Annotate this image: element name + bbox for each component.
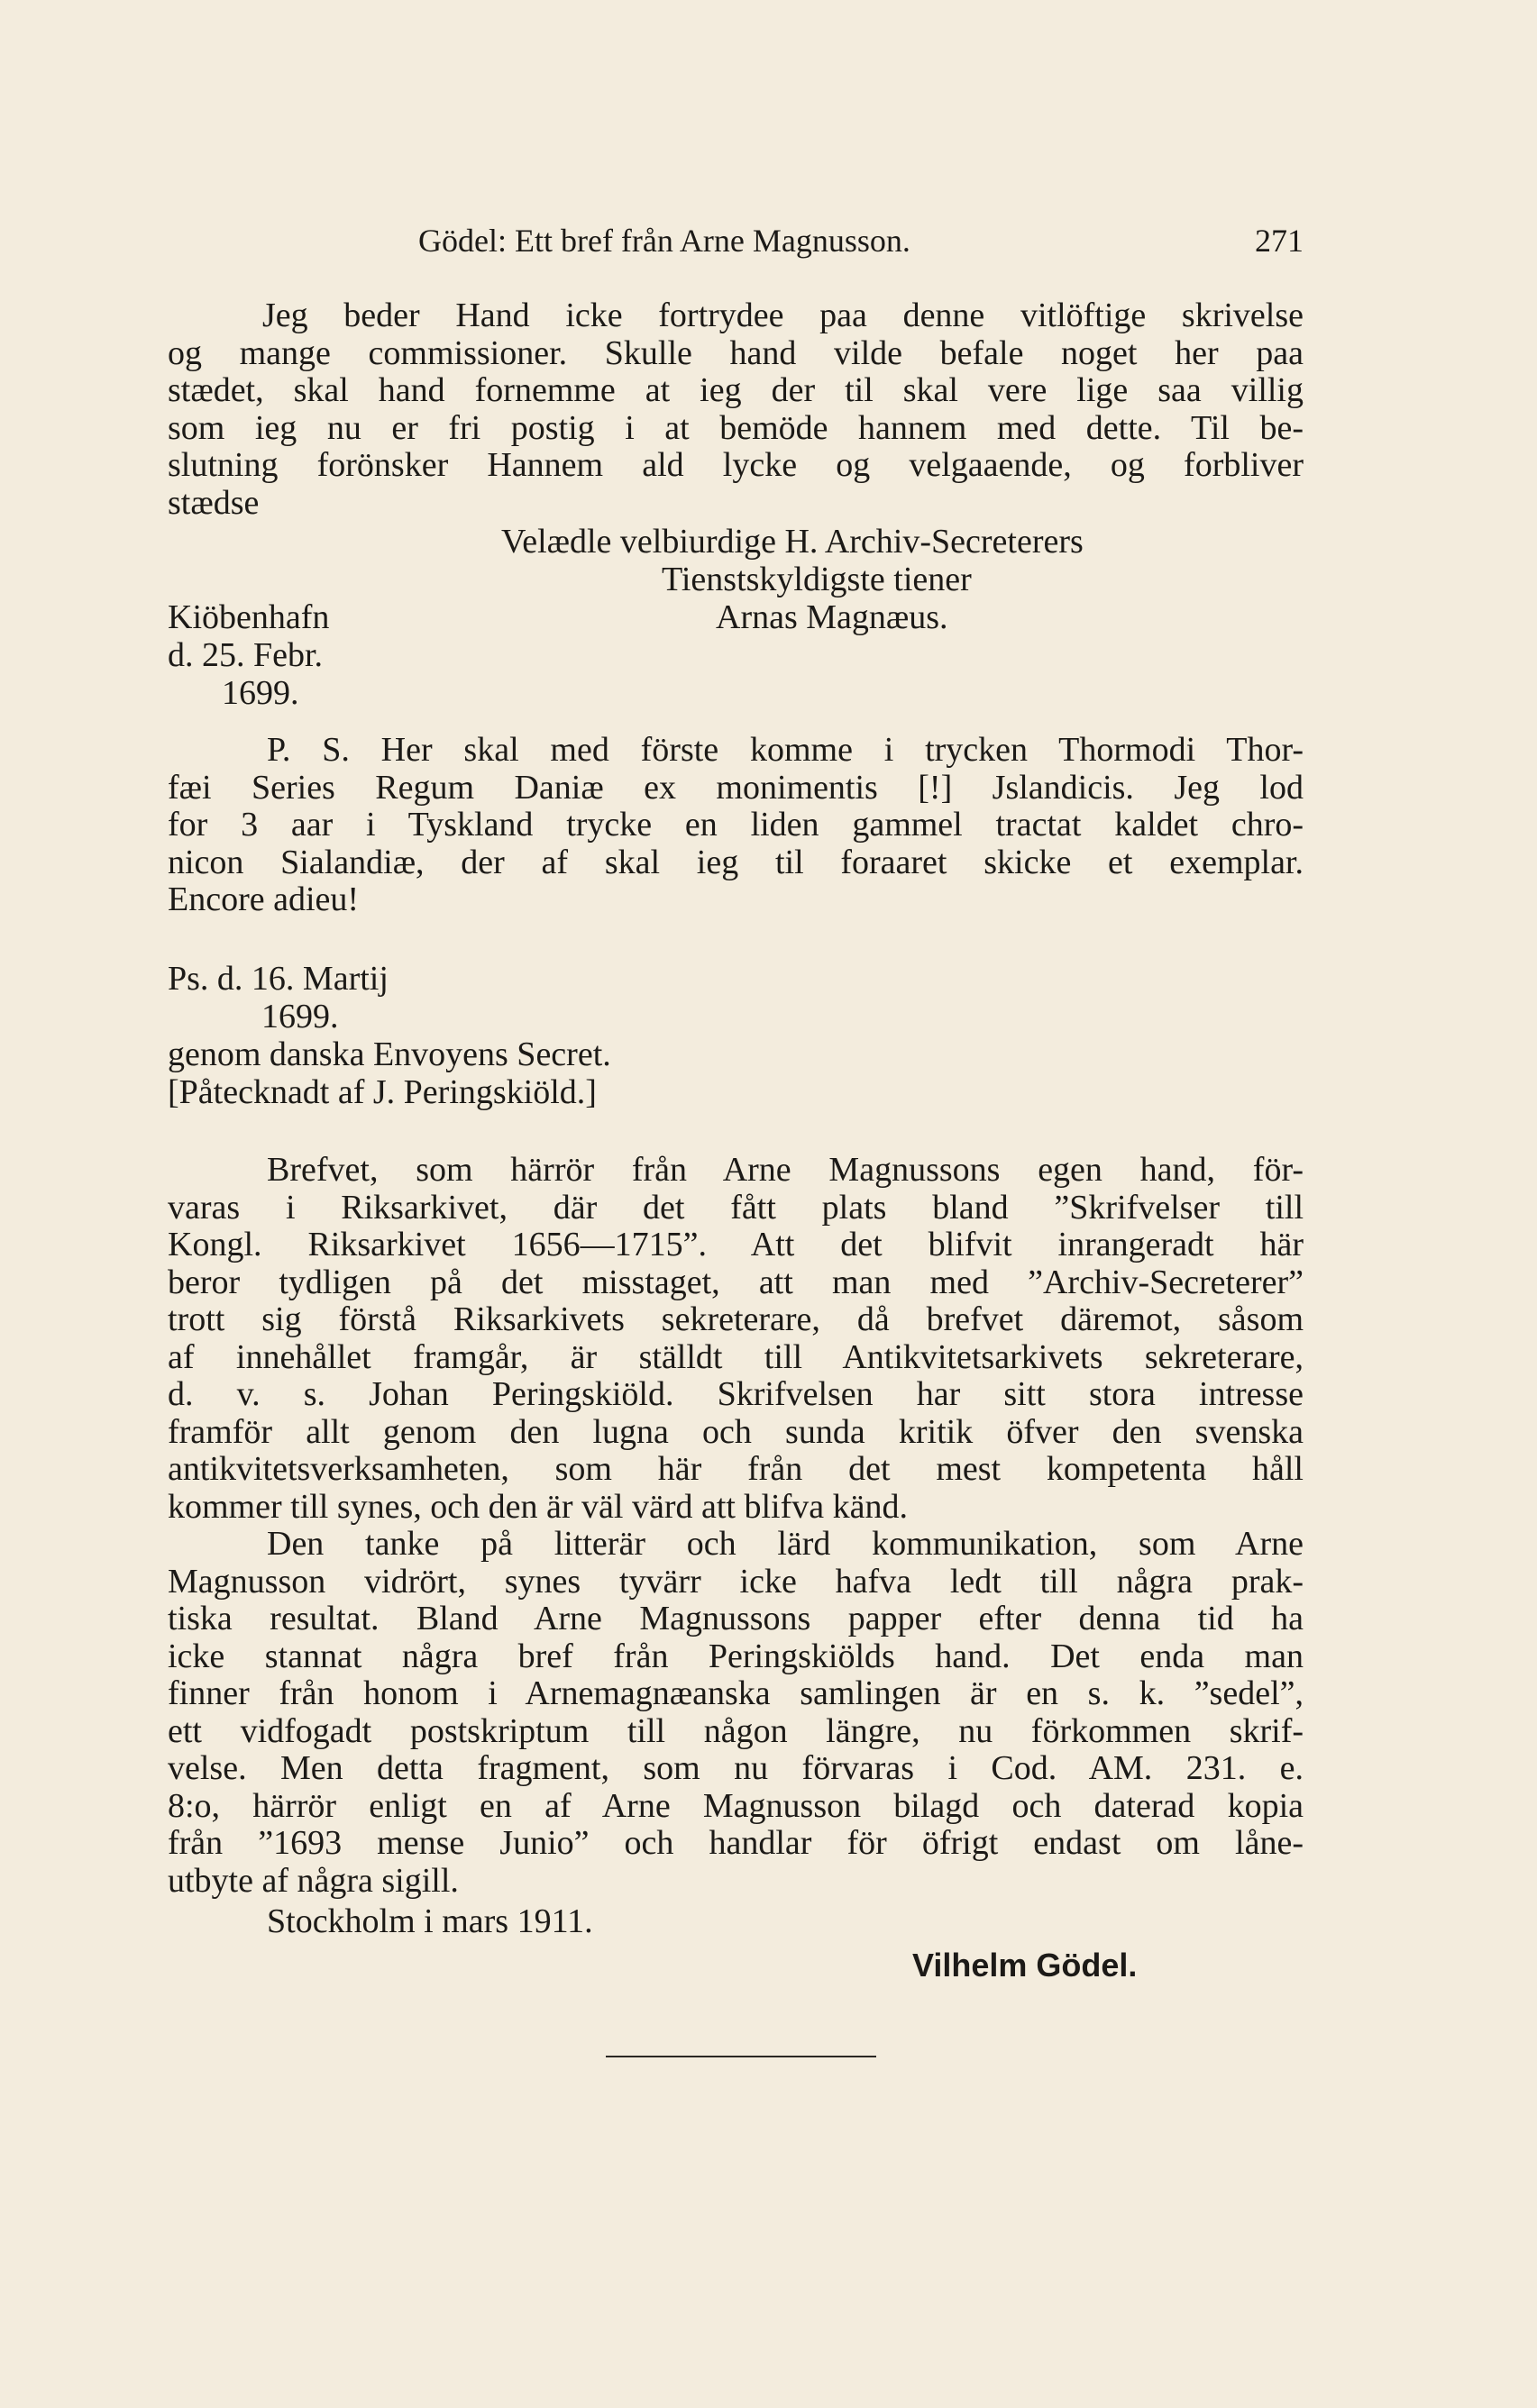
text-line: Den tanke på litterär och lärd kommunikation, som Arne — [267, 1525, 1304, 1563]
text-line: kommer till synes, och den är väl värd att blifva känd. — [168, 1487, 908, 1526]
endorsement-line-2: 1699. — [261, 998, 339, 1035]
text-line: d. v. s. Johan Peringskiöld. Skrifvelsen har sitt stora intresse — [168, 1375, 1304, 1413]
text-line: varas i Riksarkivet, där det fått plats bland ”Skrifvelser till — [168, 1188, 1304, 1227]
text-line: slutning forönsker Hannem ald lycke og velgaaende, og forbliver — [168, 446, 1304, 484]
text-line: velse. Men detta fragment, som nu förvaras i Cod. AM. 231. e. — [168, 1749, 1304, 1787]
text-line: ett vidfogadt postskriptum till någon längre, nu förkommen skrif- — [168, 1711, 1304, 1750]
text-line: som ieg nu er fri postig i at bemöde hannem med dette. Til be- — [168, 408, 1304, 447]
text-line: framför allt genom den lugna och sunda kritik öfver den svenska — [168, 1412, 1304, 1451]
text-line: tiska resultat. Bland Arne Magnussons papper efter denna tid ha — [168, 1600, 1304, 1637]
endorsement-line-3: genom danska Envoyens Secret. — [168, 1035, 611, 1073]
text-line: Jeg beder Hand icke fortrydee paa denne vitlöftige skrivelse — [262, 296, 1304, 334]
text-line: af innehållet framgår, är ställdt till Antikvitetsarkivets sekreterare, — [168, 1337, 1304, 1376]
text-line: antikvitetsverksamheten, som här från det mest kompetenta håll — [168, 1450, 1304, 1488]
endorsement-line-4: [Påtecknadt af J. Peringskiöld.] — [168, 1073, 597, 1111]
text-line: nicon Sialandiæ, der af skal ieg til foraaret skicke et exemplar. — [168, 843, 1304, 881]
commentary-dateline: Stockholm i mars 1911. — [267, 1902, 593, 1940]
letter-signer: Arnas Magnæus. — [716, 598, 948, 636]
letter-place: Kiöbenhafn — [168, 598, 330, 636]
text-line: Magnusson vidrört, synes tyvärr icke hafva ledt till några prak- — [168, 1562, 1304, 1601]
commentary-paragraph-1 — [168, 1152, 1304, 1526]
text-line: P. S. Her skal med förste komme i trycken Thormodi Thor- — [267, 731, 1304, 769]
end-rule — [606, 2056, 876, 2057]
text-line: Encore adieu! — [168, 880, 360, 918]
text-line: 8:o, härrör enligt en af Arne Magnusson bilagd och daterad kopia — [168, 1786, 1304, 1825]
text-line: Kongl. Riksarkivet 1656—1715”. Att det blifvit inrangeradt här — [168, 1226, 1304, 1263]
endorsement-line-1: Ps. d. 16. Martij — [168, 960, 389, 998]
letter-date-line-1: d. 25. Febr. — [168, 636, 324, 674]
letter-postscript — [168, 732, 1304, 919]
text-line: stædet, skal hand fornemme at ieg der til skal vere lige saa villig — [168, 371, 1304, 409]
letter-date-line-2: 1699. — [222, 674, 299, 712]
author-signature: Vilhelm Gödel. — [912, 1947, 1138, 1984]
text-line: Brefvet, som härrör från Arne Magnussons egen hand, för- — [267, 1151, 1304, 1189]
text-line: utbyte af några sigill. — [168, 1861, 459, 1900]
text-line: fæi Series Regum Daniæ ex monimentis [!] Jslandicis. Jeg lod — [168, 768, 1304, 807]
running-header — [168, 222, 1304, 261]
letter-closing-line-1: Velædle velbiurdige H. Archiv-Secreterers — [501, 523, 1084, 561]
text-line: og mange commissioner. Skulle hand vilde befale noget her paa — [168, 333, 1304, 372]
text-line: icke stannat några bref från Peringskiölds hand. Det enda man — [168, 1637, 1304, 1675]
text-line: finner från honom i Arnemagnæanska samlingen är en s. k. ”sedel”, — [168, 1674, 1304, 1712]
page-number: 271 — [1255, 223, 1304, 259]
text-line: for 3 aar i Tyskland trycke en liden gammel tractat kaldet chro- — [168, 806, 1304, 844]
text-line: trott sig förstå Riksarkivets sekreterare, då brefvet däremot, såsom — [168, 1300, 1304, 1338]
commentary-paragraph-2 — [168, 1526, 1304, 1900]
text-line: stædse — [168, 483, 260, 522]
letter-paragraph — [168, 297, 1304, 522]
running-title: Gödel: Ett bref från Arne Magnusson. — [418, 223, 910, 259]
text-line: från ”1693 mense Junio” och handlar för öfrigt endast om låne- — [168, 1824, 1304, 1862]
letter-closing-line-2: Tienstskyldigste tiener — [662, 561, 972, 598]
text-line: beror tydligen på det misstaget, att man med ”Archiv-Secreterer” — [168, 1263, 1304, 1301]
